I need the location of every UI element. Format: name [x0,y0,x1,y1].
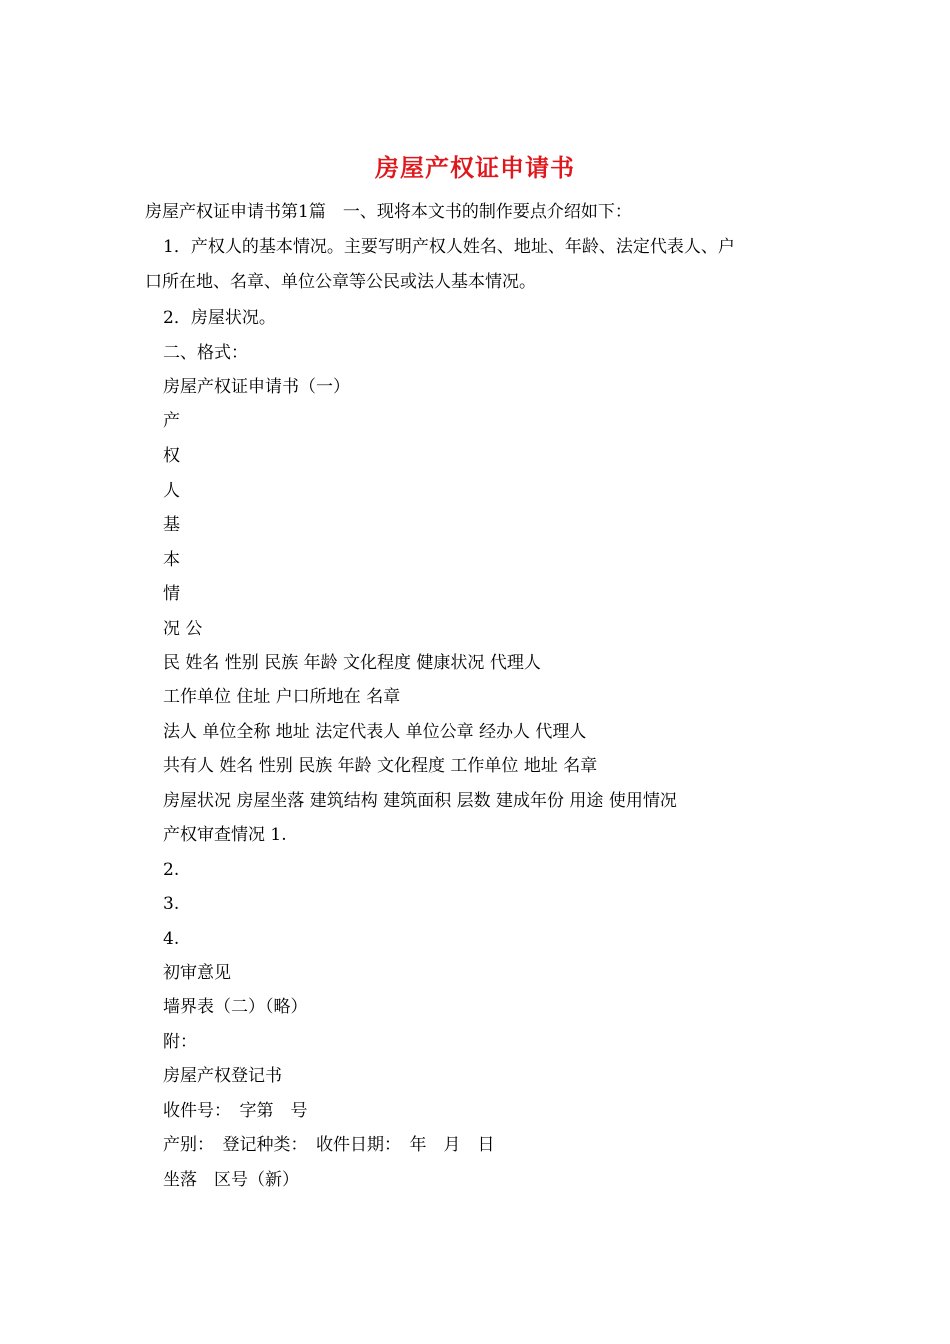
document-title: 房屋产权证申请书 [375,154,575,182]
point-1-line-1: 1．产权人的基本情况。主要写明产权人姓名、地址、年龄、法定代表人、户 [163,237,735,257]
row-legal-person: 法人 单位全称 地址 法定代表人 单位公章 经办人 代理人 [163,722,587,742]
review-item-3: 3. [163,894,180,914]
receipt-number: 收件号： 字第 号 [163,1101,308,1121]
vertical-char: 权 [163,446,180,466]
intro-paragraph: 房屋产权证申请书第1篇 一、现将本文书的制作要点介绍如下： [145,202,632,222]
vertical-char: 产 [163,411,180,431]
row-house-status: 房屋状况 房屋坐落 建筑结构 建筑面积 层数 建成年份 用途 使用情况 [163,791,677,811]
row-kuang: 况 公 [163,619,203,639]
form-title: 房屋产权证申请书（一） [163,377,350,397]
register-book-title: 房屋产权登记书 [163,1066,282,1086]
row-review: 产权审查情况 1. [163,825,287,845]
initial-opinion: 初审意见 [163,963,231,983]
row-work: 工作单位 住址 户口所地在 名章 [163,687,401,707]
vertical-char: 基 [163,515,180,535]
category-line: 产别： 登记种类： 收件日期： 年 月 日 [163,1135,495,1155]
vertical-char: 人 [163,481,180,501]
attachment-label: 附： [163,1032,197,1052]
wall-table: 墙界表（二）（略） [163,997,308,1017]
vertical-char: 本 [163,550,180,570]
row-co-owner: 共有人 姓名 性别 民族 年龄 文化程度 工作单位 地址 名章 [163,756,598,776]
row-citizen: 民 姓名 性别 民族 年龄 文化程度 健康状况 代理人 [163,653,541,673]
point-1-line-2: 口所在地、名章、单位公章等公民或法人基本情况。 [145,272,536,292]
vertical-char: 情 [163,584,180,604]
review-item-4: 4. [163,929,180,949]
location-line: 坐落 区号（新） [163,1170,299,1190]
section-2-heading: 二、格式： [163,343,248,363]
review-item-2: 2. [163,860,180,880]
point-2: 2．房屋状况。 [163,308,276,328]
